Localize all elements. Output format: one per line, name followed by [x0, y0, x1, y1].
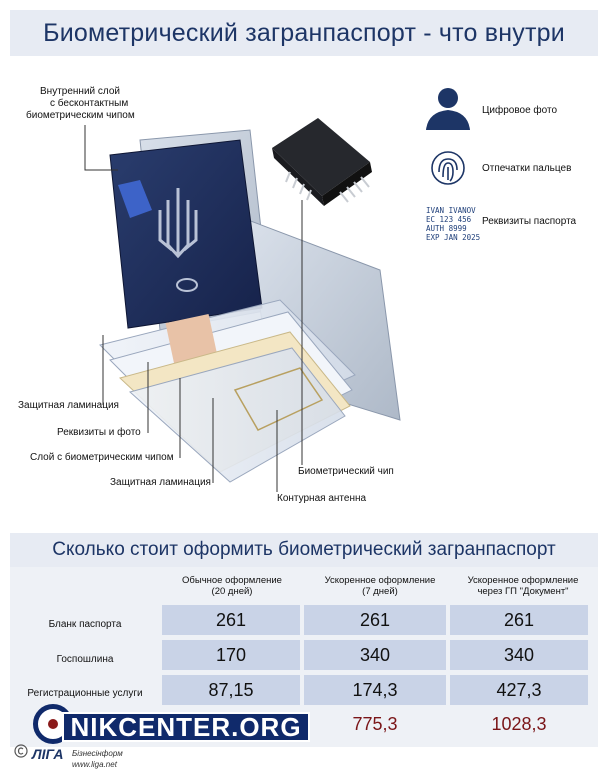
person-photo-icon — [424, 82, 472, 130]
callout-lamination-2: Защитная ламинация — [110, 477, 211, 488]
cell-total-fast: 775,3 — [352, 713, 398, 734]
cost-title-bar — [10, 533, 598, 567]
row-label-fee: Госпошлина — [56, 654, 114, 665]
footer-brand: ЛІГА — [32, 746, 64, 762]
cell-blank-fast: 261 — [304, 605, 446, 635]
callout-inner-layer-line-3: биометрическим чипом — [26, 110, 135, 121]
callout-lamination-1: Защитная ламинация — [18, 400, 119, 411]
cell-total-document: 1028,3 — [491, 713, 547, 734]
column-header-line: через ГП "Документ" — [477, 586, 569, 597]
cell-fee-document: 340 — [450, 640, 588, 670]
cell-registration-fast: 174,3 — [304, 675, 446, 705]
cost-title: Сколько стоит оформить биометрический загранпаспорт — [52, 539, 556, 560]
cell-registration-standard: 87,15 — [162, 675, 300, 705]
row-label-blank: Бланк паспорта — [48, 619, 122, 630]
column-header-document — [450, 575, 596, 597]
column-header-line: Обычное оформление — [182, 575, 282, 586]
fingerprint-icon — [430, 150, 466, 186]
callout-chip-layer: Слой с биометрическим чипом — [30, 452, 174, 463]
mrz-line: EXP JAN 2025 — [426, 233, 481, 242]
cell-blank-document: 261 — [450, 605, 588, 635]
copyright-icon — [14, 744, 28, 758]
cell-blank-standard: 261 — [162, 605, 300, 635]
cell-registration-document: 427,3 — [450, 675, 588, 705]
callout-biometric-chip: Биометрический чип — [298, 466, 394, 477]
column-header-line: Ускоренное оформление — [324, 575, 436, 586]
mrz-line: EC 123 456 — [426, 215, 472, 224]
passport-illustration — [0, 60, 608, 530]
legend-fingerprints-label: Отпечатки пальцев — [482, 163, 572, 174]
column-header-line: Ускоренное оформление — [467, 575, 579, 586]
callout-inner-layer-line-1: Внутренний слой — [40, 86, 120, 97]
legend-details-label: Реквизиты паспорта — [482, 216, 577, 227]
footer-subtitle: Бізнесінформ — [72, 749, 123, 758]
callout-inner-layer-line-2: с бесконтактным — [50, 98, 129, 109]
mrz-block — [426, 206, 480, 242]
column-header-line: (7 дней) — [362, 586, 398, 597]
column-header-standard — [162, 575, 302, 597]
legend-photo-label: Цифровое фото — [482, 105, 558, 116]
page-title: Биометрический загранпаспорт - что внутри — [43, 18, 565, 47]
watermark-banner: NIKCENTER.ORG — [62, 712, 310, 742]
callout-details-photo: Реквизиты и фото — [57, 427, 141, 438]
footer — [14, 744, 214, 772]
footer-url[interactable]: www.liga.net — [72, 760, 117, 769]
passport-cover — [110, 140, 262, 328]
title-bar — [10, 10, 598, 56]
callout-contour-antenna: Контурная антенна — [277, 493, 367, 504]
callout-inner-layer — [26, 86, 135, 122]
watermark-dot — [48, 719, 58, 729]
mrz-line: AUTH 8999 — [426, 224, 467, 233]
row-label-registration: Регистрационные услуги — [27, 688, 143, 699]
cell-fee-fast: 340 — [304, 640, 446, 670]
microchip — [272, 118, 372, 206]
column-header-line: (20 дней) — [211, 586, 253, 597]
mrz-line: IVAN IVANOV — [426, 206, 476, 215]
cell-fee-standard: 170 — [162, 640, 300, 670]
column-header-fast — [310, 575, 450, 597]
